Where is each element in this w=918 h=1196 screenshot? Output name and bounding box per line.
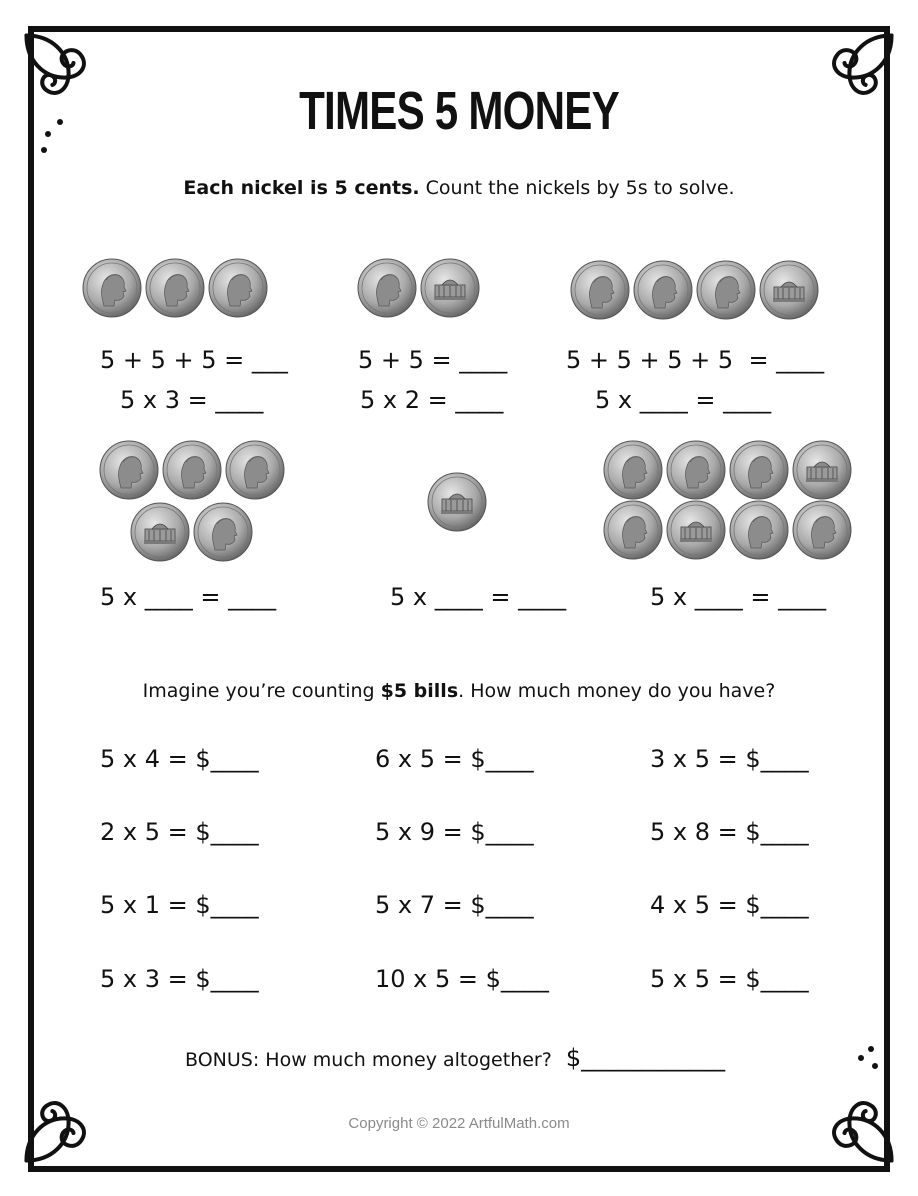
bill-problem: 5 x 8 = $____ xyxy=(650,818,809,846)
bill-problem: 6 x 5 = $____ xyxy=(375,745,534,773)
nickel-instruction-bold: Each nickel is 5 cents. xyxy=(183,177,420,199)
coin-problem-1-line-2: 5 x 3 = ____ xyxy=(120,386,264,414)
copyright-footer: Copyright © 2022 ArtfulMath.com xyxy=(348,1115,570,1132)
nickel-front-icon xyxy=(603,500,663,560)
nickel-instructions xyxy=(0,177,918,199)
coin-problem-1-line-1: 5 + 5 + 5 = ___ xyxy=(100,346,288,374)
coin-problem-2-line-1: 5 + 5 = ____ xyxy=(358,346,508,374)
corner-swirl-top-right-icon xyxy=(808,20,898,110)
nickel-back-icon xyxy=(130,502,190,562)
coin-problem-6: 5 x ____ = ____ xyxy=(650,583,827,611)
nickel-front-icon xyxy=(729,440,789,500)
decorative-dots-bottom-icon xyxy=(855,1044,885,1074)
nickel-front-icon xyxy=(145,258,205,318)
bill-problem: 5 x 3 = $____ xyxy=(100,965,259,993)
nickel-front-icon xyxy=(357,258,417,318)
corner-swirl-top-left-icon xyxy=(20,20,110,110)
nickel-back-icon xyxy=(420,258,480,318)
bills-instructions xyxy=(0,680,918,702)
nickel-front-icon xyxy=(633,260,693,320)
coin-group-6-bottom xyxy=(603,500,852,560)
nickel-instruction-text: Count the nickels by 5s to solve. xyxy=(419,177,735,199)
nickel-front-icon xyxy=(729,500,789,560)
coin-group-2 xyxy=(357,258,480,318)
bonus-label: BONUS: How much money altogether? xyxy=(185,1049,552,1071)
nickel-back-icon xyxy=(792,440,852,500)
nickel-front-icon xyxy=(225,440,285,500)
nickel-front-icon xyxy=(792,500,852,560)
decorative-dots-top-icon xyxy=(38,114,68,159)
coin-problem-4: 5 x ____ = ____ xyxy=(100,583,277,611)
nickel-front-icon xyxy=(696,260,756,320)
nickel-front-icon xyxy=(82,258,142,318)
nickel-back-icon xyxy=(427,472,487,532)
bill-problem: 5 x 9 = $____ xyxy=(375,818,534,846)
bill-problem: 10 x 5 = $____ xyxy=(375,965,549,993)
page-title: TIMES 5 MONEY xyxy=(299,81,619,141)
bill-problem: 5 x 4 = $____ xyxy=(100,745,259,773)
nickel-front-icon xyxy=(162,440,222,500)
coin-problem-3-line-2: 5 x ____ = ____ xyxy=(595,386,772,414)
nickel-front-icon xyxy=(570,260,630,320)
bill-problem: 5 x 7 = $____ xyxy=(375,891,534,919)
bill-problem: 5 x 1 = $____ xyxy=(100,891,259,919)
bills-instruction-bold: $5 bills xyxy=(380,680,459,702)
coin-group-3 xyxy=(570,260,819,320)
bonus-question xyxy=(185,1044,725,1072)
coin-group-1 xyxy=(82,258,268,318)
bonus-answer-blank: $____________ xyxy=(565,1044,726,1072)
nickel-front-icon xyxy=(99,440,159,500)
bills-instruction-pre: Imagine you’re counting xyxy=(142,680,381,702)
nickel-back-icon xyxy=(759,260,819,320)
coin-group-4-top xyxy=(99,440,285,500)
coin-group-6-top xyxy=(603,440,852,500)
bill-problem: 2 x 5 = $____ xyxy=(100,818,259,846)
nickel-front-icon xyxy=(666,440,726,500)
coin-group-4-bottom xyxy=(130,502,253,562)
coin-problem-2-line-2: 5 x 2 = ____ xyxy=(360,386,504,414)
bill-problem: 5 x 5 = $____ xyxy=(650,965,809,993)
nickel-front-icon xyxy=(193,502,253,562)
nickel-front-icon xyxy=(208,258,268,318)
nickel-front-icon xyxy=(603,440,663,500)
coin-problem-5: 5 x ____ = ____ xyxy=(390,583,567,611)
bills-instruction-post: . How much money do you have? xyxy=(458,680,776,702)
nickel-back-icon xyxy=(666,500,726,560)
bill-problem: 4 x 5 = $____ xyxy=(650,891,809,919)
coin-problem-3-line-1: 5 + 5 + 5 + 5 = ____ xyxy=(566,346,825,374)
bill-problem: 3 x 5 = $____ xyxy=(650,745,809,773)
coin-group-5 xyxy=(427,472,487,532)
